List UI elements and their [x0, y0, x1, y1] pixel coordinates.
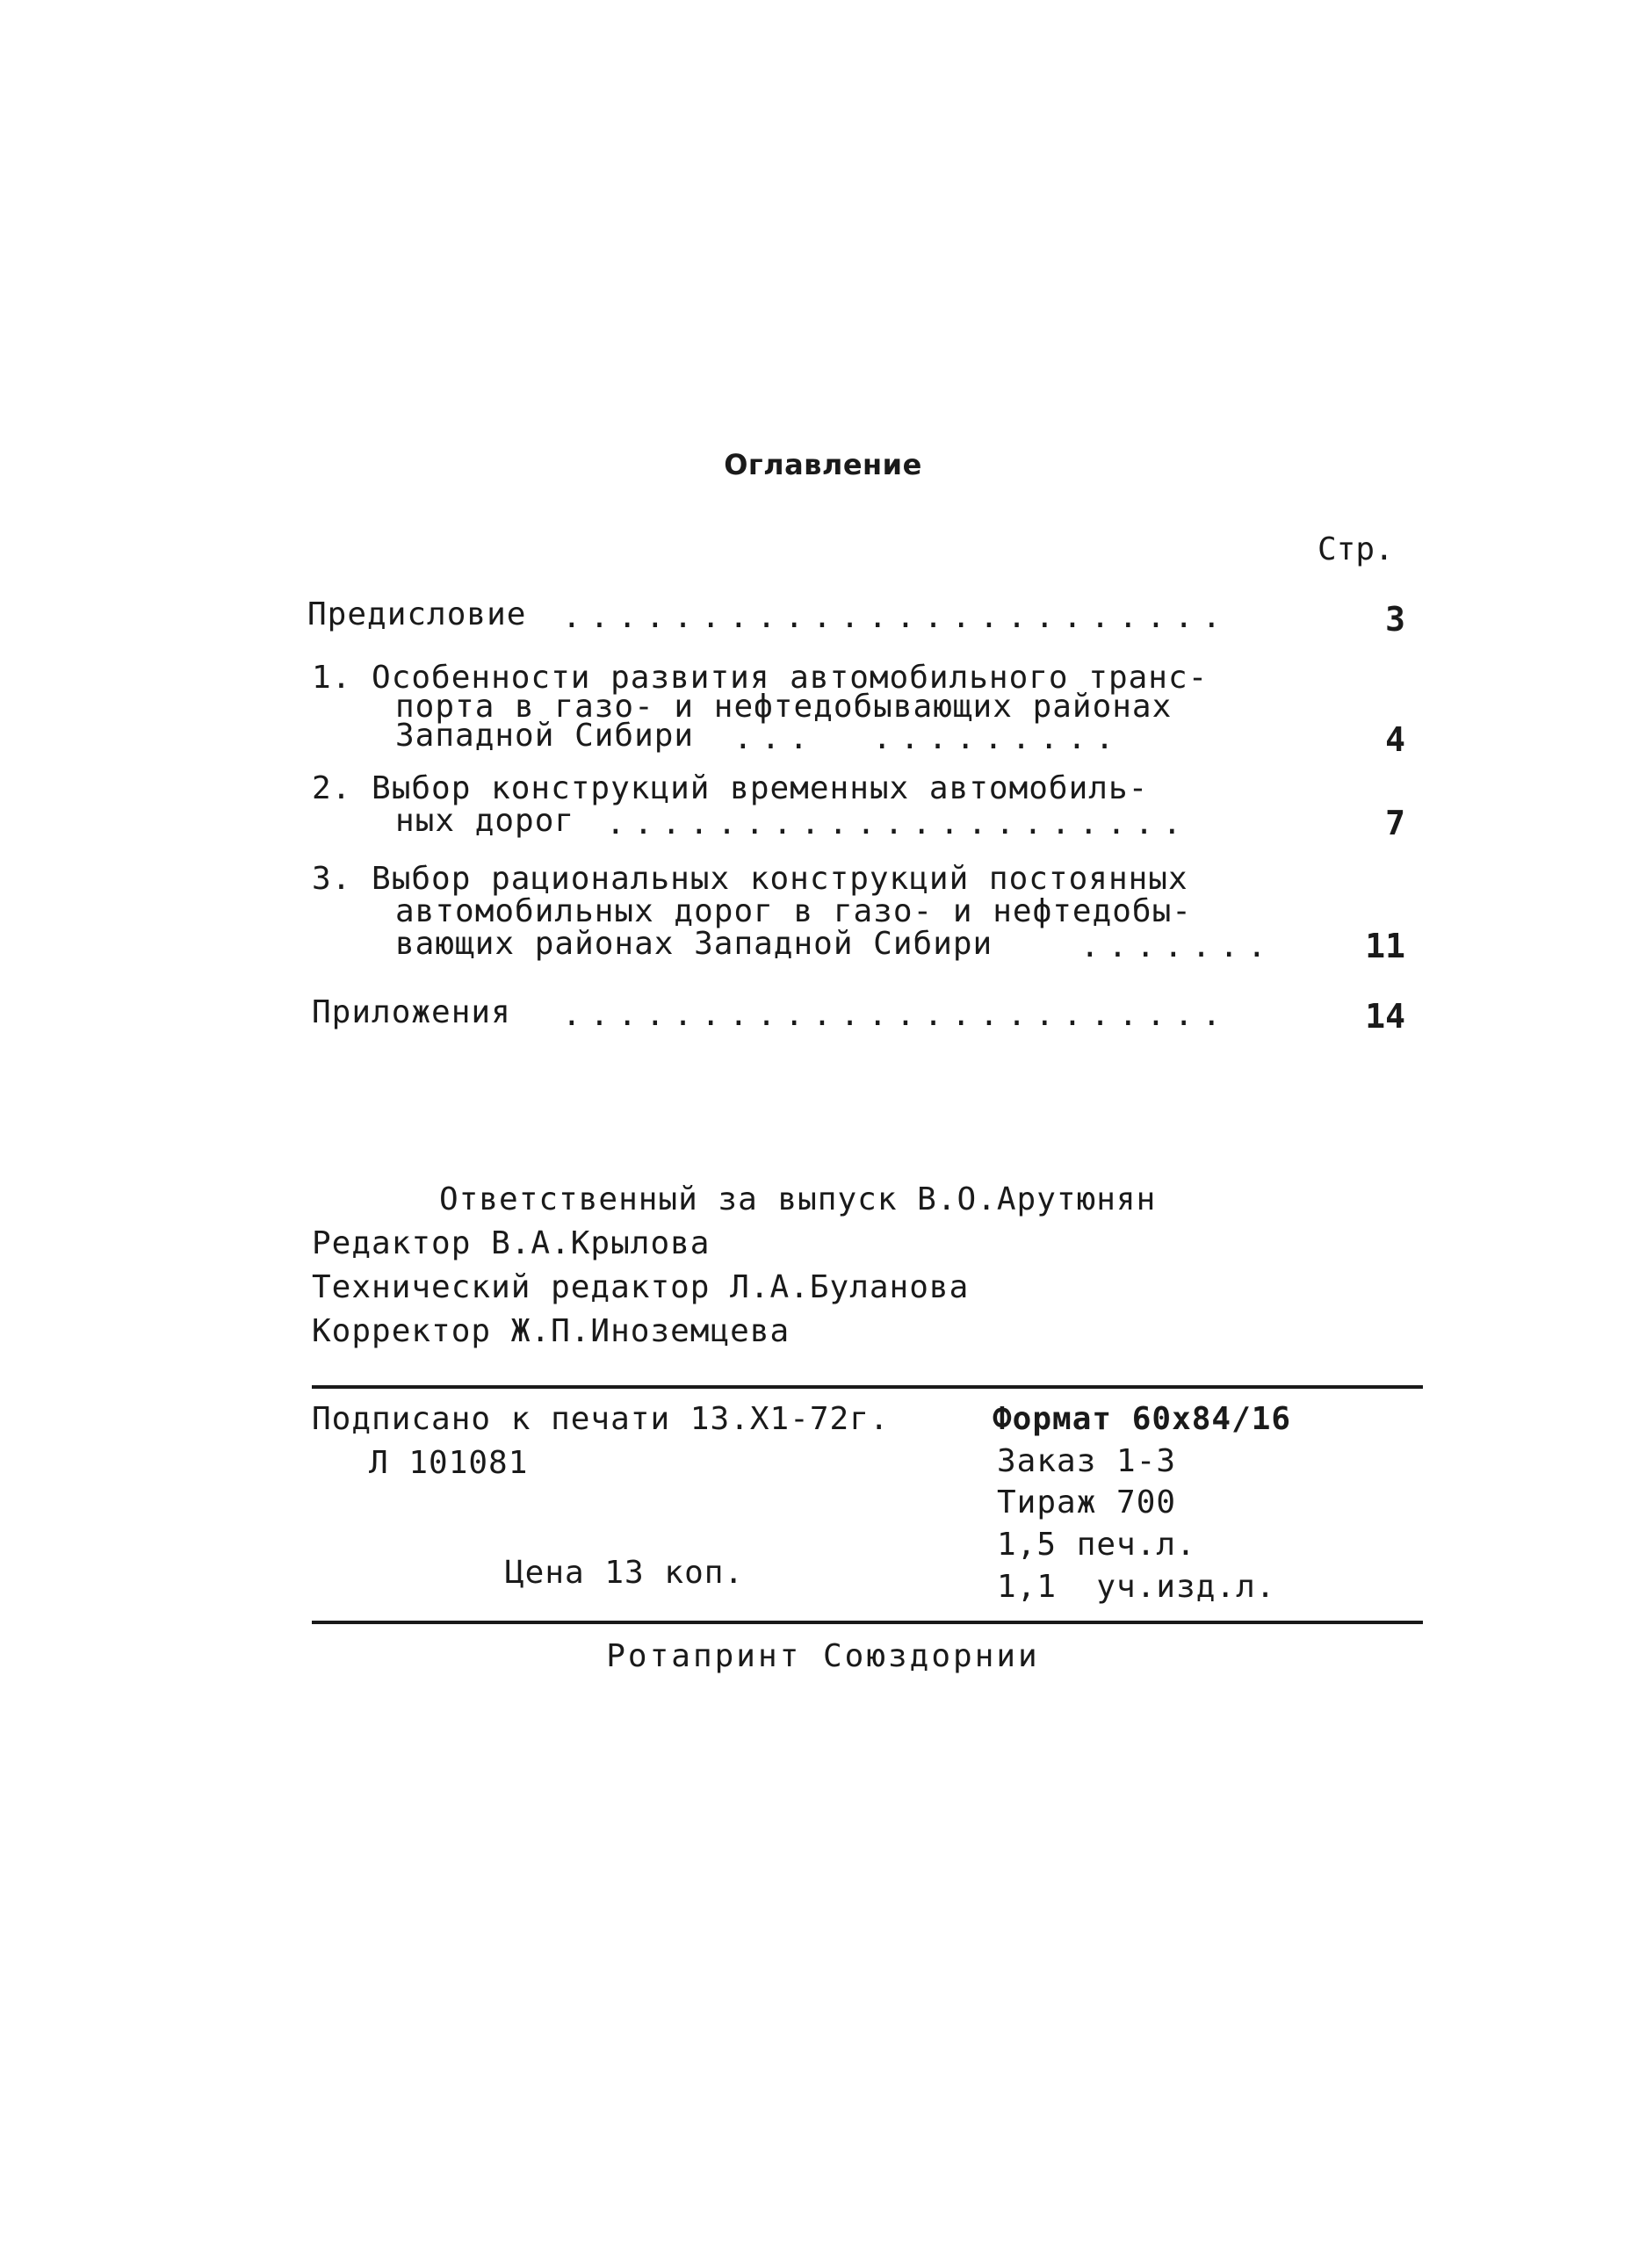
format: Формат 60х84/16	[993, 1401, 1292, 1437]
order-number: Заказ 1-3	[997, 1443, 1177, 1479]
toc-page-number: 4	[1385, 720, 1405, 759]
toc-entry-text: порта в газо- и нефтедобывающих районах	[395, 689, 1173, 725]
toc-entry-text: 2. Выбор конструкций временных автомобиль-	[312, 770, 1149, 806]
toc-leader-dots: ........................	[562, 599, 1231, 635]
divider-top	[312, 1385, 1423, 1389]
page-column-header: Стр.	[1318, 531, 1394, 567]
toc-title: Оглавление	[724, 448, 922, 481]
printer-line: Ротапринт Союздорнии	[606, 1638, 1040, 1674]
editor-line: Редактор В.А.Крылова	[312, 1225, 711, 1261]
toc-leader-dots: ........................	[562, 997, 1231, 1033]
publisher-sheets: 1,1 уч.изд.л.	[997, 1569, 1276, 1605]
toc-page-number: 11	[1365, 927, 1405, 965]
divider-bottom	[312, 1621, 1423, 1624]
toc-entry-text: Предисловие	[307, 596, 527, 632]
toc-leader-dots: ... .........	[733, 720, 1123, 756]
toc-entry-text: 3. Выбор рациональных конструкций постоянных	[312, 861, 1188, 897]
license-number: Л 101081	[369, 1445, 529, 1481]
toc-page-number: 3	[1385, 600, 1405, 639]
toc-entry-text: ных дорог	[395, 803, 575, 839]
toc-leader-dots: .......	[1080, 928, 1275, 964]
toc-page-number: 7	[1385, 804, 1405, 842]
toc-leader-dots: .....................	[606, 805, 1191, 841]
price: Цена 13 коп.	[505, 1555, 745, 1591]
toc-entry-text: Приложения	[312, 994, 511, 1030]
signed-to-print: Подписано к печати 13.Х1-72г.	[312, 1401, 890, 1437]
printed-sheets: 1,5 печ.л.	[997, 1527, 1196, 1563]
toc-entry-text: 1. Особенности развития автомобильного транс-	[312, 660, 1209, 696]
toc-page-number: 14	[1365, 997, 1405, 1036]
toc-entry-text: автомобильных дорог в газо- и нефтедобы-	[395, 893, 1192, 929]
tech-editor-line: Технический редактор Л.А.Буланова	[312, 1269, 970, 1305]
toc-entry-text: вающих районах Западной Сибири	[395, 926, 993, 962]
responsible-line: Ответственный за выпуск В.О.Арутюнян	[439, 1181, 1157, 1217]
proofreader-line: Корректор Ж.П.Иноземцева	[312, 1313, 791, 1349]
toc-entry-text: Западной Сибири	[395, 718, 695, 754]
print-run: Тираж 700	[997, 1484, 1177, 1520]
